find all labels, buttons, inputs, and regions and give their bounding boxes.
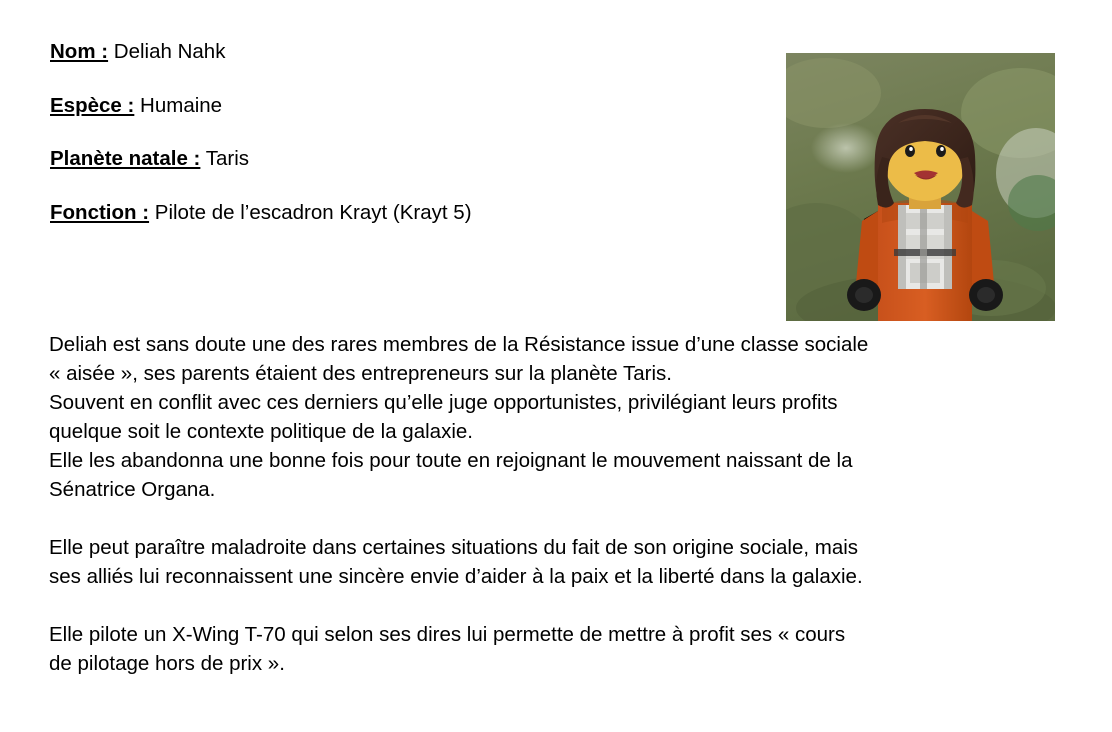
paragraph-spacer (49, 504, 1059, 533)
info-row-espece (50, 93, 750, 117)
info-label-espece: Espèce : (50, 93, 135, 117)
paragraph-3-line-1: Elle pilote un X-Wing T-70 qui selon ses dires lui permette de mettre à profit ses « cours (49, 623, 846, 646)
paragraph-1-line-4: quelque soit le contexte politique de la galaxie. (49, 420, 473, 443)
paragraph-1-line-5: Elle les abandonna une bonne fois pour toute en rejoignant le mouvement naissant de la (49, 449, 853, 472)
character-portrait-photo (786, 53, 1055, 321)
info-label-nom: Nom : (50, 40, 109, 63)
info-label-planete-natale: Planète natale : (50, 147, 201, 170)
character-description (49, 330, 1059, 678)
paragraph-2-line-1: Elle peut paraître maladroite dans certaines situations du fait de son origine sociale, mais (49, 536, 859, 559)
paragraph-2-line-2: ses alliés lui reconnaissent une sincère envie d’aider à la paix et la liberté dans la galaxie. (49, 565, 863, 588)
paragraph-1-line-3: Souvent en conflit avec ces derniers qu’elle juge opportunistes, privilégiant leurs profits (49, 391, 838, 414)
paragraph-1-line-6: Sénatrice Organa. (49, 478, 216, 501)
paragraph-3-line-2: de pilotage hors de prix ». (49, 652, 285, 675)
paragraph-spacer (49, 591, 1059, 620)
paragraph-1-line-2: « aisée », ses parents étaient des entrepreneurs sur la planète Taris. (49, 362, 672, 385)
info-label-fonction: Fonction : (50, 200, 150, 224)
info-value-planete-natale: Taris (205, 147, 250, 170)
info-row-fonction (50, 200, 750, 224)
info-row-planete-natale (50, 149, 750, 170)
info-row-nom (50, 42, 750, 63)
info-value-espece: Humaine (140, 93, 223, 117)
character-info-block (50, 42, 750, 256)
paragraph-1-line-1: Deliah est sans doute une des rares membres de la Résistance issue d’une classe sociale (49, 333, 869, 356)
info-value-fonction: Pilote de l’escadron Krayt (Krayt 5) (154, 200, 472, 224)
info-value-nom: Deliah Nahk (113, 40, 226, 63)
